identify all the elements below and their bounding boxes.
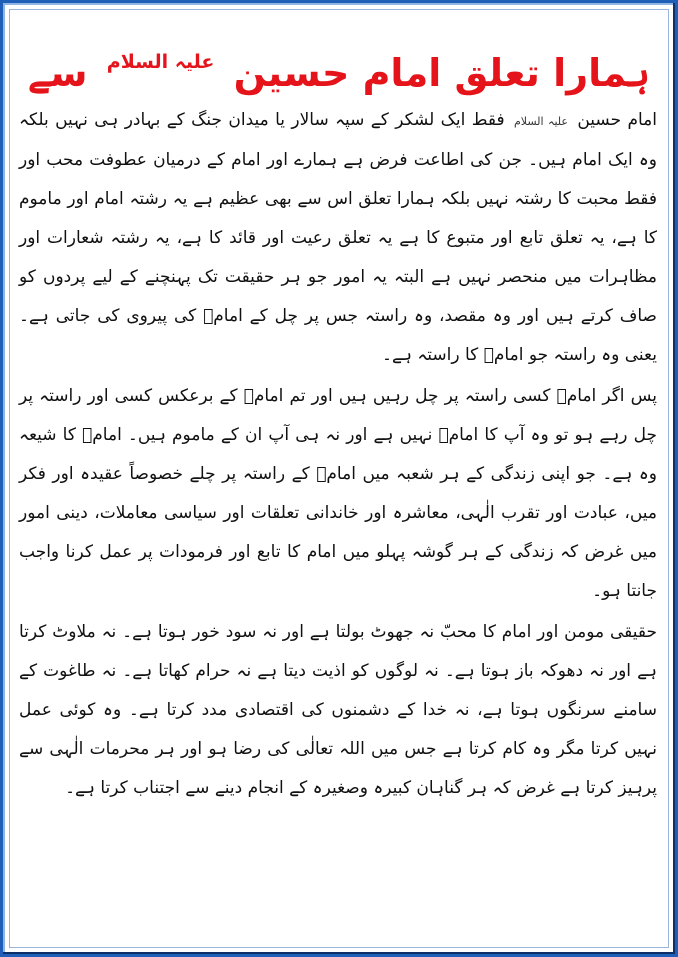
title-honorific: علیہ السلام (106, 51, 215, 73)
article-body (19, 101, 657, 946)
paragraph-1-text: فقط ایک لشکر کے سپہ سالار یا میدان جنگ کے بہادر ہی نہیں بلکہ وہ ایک امام ہیں۔ جن کی اطاعت فرض ہے ہمارے اور امام کے درمیان عطوفت محب اور فقط محبت کا رشتہ نہیں بلکہ ہمارا تعلق اس سے بھی عظیم ہے یہ رشتہ امام اور ماموم کا ہے، یہ تعلق تابع اور متبوع کا ہے یہ تعلق رعیت اور قائد کا ہے، یہ رشتہ شعارات اور مظاہرات میں منحصر نہیں ہے البتہ یہ امور جو ہر حقیقت تک پہنچنے کے لیے پردوں کو صاف کرتے ہیں اور وہ مقصد، وہ راستہ جس پر چل کے امامؑ کی پیروی کی جاتی ہے۔ یعنی وہ راستہ جو امامؑ کا راستہ ہے۔ (19, 110, 657, 365)
paragraph-1-start: امام حسین (577, 110, 658, 130)
title-tail: سے (27, 51, 88, 95)
paragraph-3: حقیقی مومن اور امام کا محبّ نہ جھوٹ بولتا ہے اور نہ سود خور ہوتا ہے۔ نہ ملاوٹ کرتا ہے اور نہ دھوکہ باز ہوتا ہے۔ نہ لوگوں کو اذیت دیتا ہے نہ حرام کھاتا ہے۔ نہ طاغوت کے سامنے سرنگوں ہوتا ہے، نہ خدا کے دشمنوں کی اقتصادی مدد کرتا ہے۔ وہ کوئی عمل نہیں کرتا مگر وہ کام کرتا ہے جس میں اللہ تعالٰی کی رضا ہو اور ہر محرمات الٰہی سے پرہیز کرتا ہے غرض کہ ہر گناہان کبیرہ وصغیرہ کے انجام دینے سے اجتناب کرتا ہے۔ (19, 622, 657, 798)
title-main: ہمارا تعلق امام حسین (233, 51, 651, 95)
page-title (3, 27, 675, 97)
paragraph-2: پس اگر امامؑ کسی راستہ پر چل رہیں ہیں اور تم امامؑ کے برعکس کسی اور راستہ پر چل رہے ہو تو وہ آپ کا امامؑ نہیں ہے اور نہ ہی آپ ان کے ماموم ہیں۔ امامؑ کا شیعہ وہ ہے۔ جو اپنی زندگی کے ہر شعبہ میں امامؑ کے راستہ پر چلے خصوصاً عقیدہ اور فکر میں، عبادت اور تقرب الٰہی، معاشرہ اور خاندانی تعلقات اور سیاسی معاملات، دینی امور میں غرض کہ زندگی کے ہر گوشہ پہلو میں امام کا تابع اور فرمودات پر عمل کرنا واجب جانتا ہو۔ (19, 386, 657, 601)
paragraph-1 (19, 101, 657, 375)
paragraph-1-honorific: علیہ السلام (513, 115, 568, 128)
